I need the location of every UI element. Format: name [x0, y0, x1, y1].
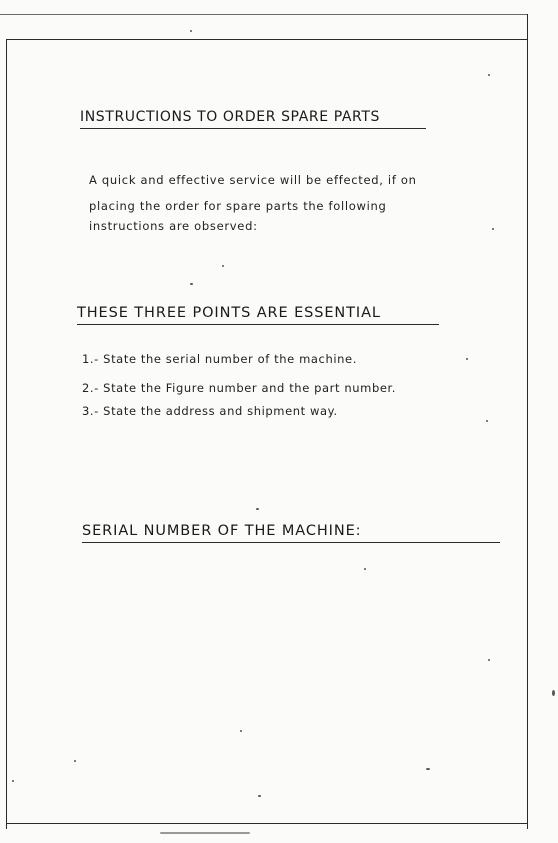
intro-paragraph-line-2: placing the order for spare parts the following [89, 199, 387, 213]
point-item-3: 3.- State the address and shipment way. [82, 404, 338, 418]
scan-speck [426, 768, 430, 770]
scan-speck [466, 358, 468, 360]
point-item-2: 2.- State the Figure number and the part number. [82, 381, 397, 395]
scan-speck [258, 795, 261, 797]
intro-paragraph-line-3: instructions are observed: [89, 219, 258, 233]
scan-speck [364, 568, 366, 570]
scan-speck [190, 283, 193, 285]
scan-speck [488, 74, 490, 76]
scan-speck [492, 228, 494, 230]
scan-speck [552, 690, 555, 696]
scan-speck [240, 730, 242, 732]
frame-bottom-line [6, 823, 527, 824]
scan-speck [486, 420, 488, 422]
frame-top-line [6, 39, 527, 40]
scan-speck [256, 508, 259, 510]
serial-number-heading: SERIAL NUMBER OF THE MACHINE: [82, 523, 500, 543]
scan-speck [488, 659, 490, 661]
scan-speck [222, 265, 224, 267]
page-top-edge-line [0, 14, 527, 15]
scan-speck [74, 760, 76, 762]
scan-speck [12, 780, 14, 782]
instructions-heading: INSTRUCTIONS TO ORDER SPARE PARTS [80, 109, 426, 129]
scan-speck [160, 832, 250, 834]
point-item-1: 1.- State the serial number of the machine. [82, 352, 357, 366]
frame-left-line [6, 39, 7, 829]
intro-paragraph-line-1: A quick and effective service will be effected, if on [89, 173, 417, 187]
scan-speck [190, 30, 192, 32]
essential-points-heading: THESE THREE POINTS ARE ESSENTIAL [77, 305, 439, 325]
frame-right-line [527, 14, 528, 829]
